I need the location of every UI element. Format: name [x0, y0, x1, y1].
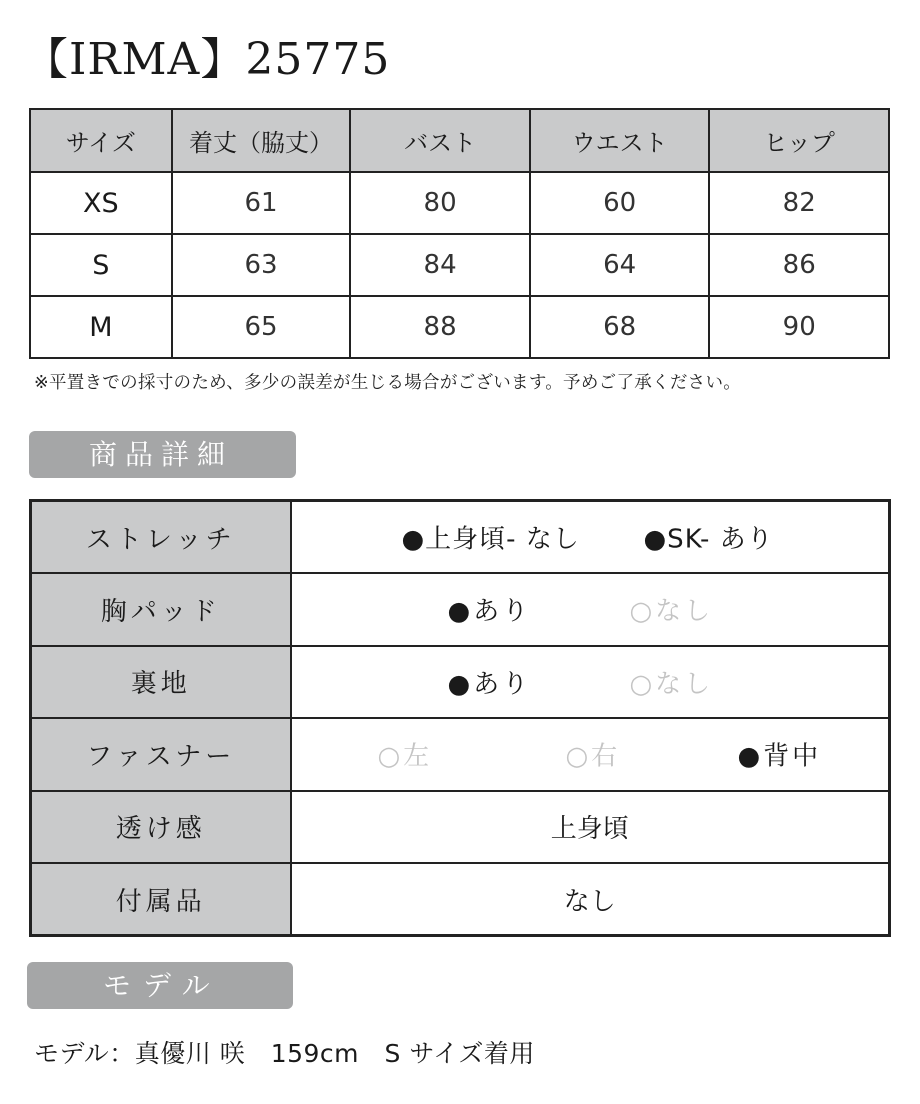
- table-row: [30, 234, 889, 296]
- hip-value: 90: [709, 296, 889, 358]
- detail-row-accessory: [31, 863, 890, 936]
- detail-row-stretch: [31, 501, 890, 574]
- fastener-right-option: ○右: [565, 741, 621, 772]
- bust-value: 84: [350, 234, 530, 296]
- detail-row-fastener: [31, 718, 890, 791]
- lining-yes-option: ●あり: [447, 669, 532, 700]
- pad-no-option: ○なし: [629, 596, 714, 627]
- hip-value: 82: [709, 172, 889, 234]
- header-size: サイズ: [30, 109, 172, 172]
- detail-row-lining: [31, 646, 890, 719]
- table-row: [30, 172, 889, 234]
- accessory-value: なし: [291, 863, 890, 936]
- hip-value: 86: [709, 234, 889, 296]
- header-bust: バスト: [350, 109, 530, 172]
- accessory-label: 付属品: [31, 863, 291, 936]
- header-waist: ウエスト: [530, 109, 710, 172]
- stretch-label: ストレッチ: [31, 501, 291, 574]
- lining-no-option: ○なし: [629, 669, 714, 700]
- lining-label: 裏地: [31, 646, 291, 719]
- bust-value: 88: [350, 296, 530, 358]
- header-hip: ヒップ: [709, 109, 889, 172]
- pad-yes-option: ●あり: [447, 596, 532, 627]
- bust-value: 80: [350, 172, 530, 234]
- size-label: XS: [30, 172, 172, 234]
- length-value: 61: [172, 172, 351, 234]
- size-label: M: [30, 296, 172, 358]
- detail-row-sheer: [31, 791, 890, 864]
- fastener-back-option: ●背中: [737, 741, 822, 772]
- length-value: 63: [172, 234, 351, 296]
- stretch-top-option: ●上身頃- なし: [401, 524, 580, 555]
- pad-label: 胸パッド: [31, 573, 291, 646]
- header-length: 着丈（脇丈）: [172, 109, 351, 172]
- measurement-note: ※平置きでの採寸のため、多少の誤差が生じる場合がございます。予めご了承ください。: [34, 373, 742, 393]
- waist-value: 64: [530, 234, 710, 296]
- detail-section-label: 商品詳細: [29, 431, 296, 478]
- detail-table: [29, 499, 891, 937]
- model-section-label: モデル: [27, 962, 293, 1009]
- fastener-left-option: ○左: [377, 741, 433, 772]
- detail-row-pad: [31, 573, 890, 646]
- sheer-value: 上身頃: [291, 791, 890, 864]
- waist-value: 68: [530, 296, 710, 358]
- size-table-header: [30, 109, 889, 172]
- sheer-label: 透け感: [31, 791, 291, 864]
- length-value: 65: [172, 296, 351, 358]
- size-table: [29, 108, 890, 359]
- model-info: モデル：真優川 咲 159cm S サイズ着用: [34, 1039, 535, 1068]
- size-label: S: [30, 234, 172, 296]
- waist-value: 60: [530, 172, 710, 234]
- stretch-skirt-option: ●SK- あり: [643, 524, 774, 555]
- table-row: [30, 296, 889, 358]
- fastener-label: ファスナー: [31, 718, 291, 791]
- product-title: 【IRMA】25775: [24, 34, 391, 85]
